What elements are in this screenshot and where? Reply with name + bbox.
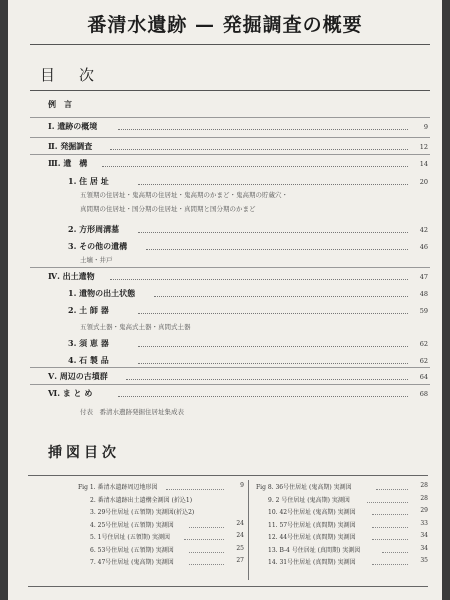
page-title: 番清水遺跡 — 発掘調査の概要 <box>87 14 363 36</box>
figure-entry-label: 6. 53号住居址 (五領期) 実測図 <box>90 546 174 554</box>
figure-leader-dots <box>372 538 408 540</box>
figure-page-number: 34 <box>420 544 428 552</box>
figure-entry-label: Fig 8. 36号住居址 (鬼高期) 実測図 <box>256 484 352 491</box>
figure-entry-label: 14. 31号住居址 (真間期) 実測図 <box>268 559 356 566</box>
figure-leader-dots <box>372 563 408 565</box>
toc-leader-dots <box>118 395 408 397</box>
toc-entry-label: 2. 方形周溝墓 <box>68 224 120 234</box>
toc-leader-dots <box>110 278 408 280</box>
toc-section-rule <box>30 367 430 368</box>
toc-page-number: 64 <box>419 373 428 381</box>
figure-page-number: 34 <box>420 532 428 539</box>
figures-heading: 挿図目次 <box>48 445 120 461</box>
toc-page-number: 68 <box>419 390 428 398</box>
toc-page-number: 48 <box>419 290 428 298</box>
toc-entry-label: Ⅵ. ま と め <box>48 388 93 398</box>
toc-entry-label: Ⅱ. 発掘調査 <box>48 141 93 151</box>
figures-divider <box>248 480 249 580</box>
figure-entry-label: 2. 番清水遺跡出土遺構全測図 (折込1) <box>90 496 193 504</box>
figure-leader-dots <box>382 551 408 553</box>
figure-page-number: 28 <box>420 494 428 502</box>
toc-page-number: 14 <box>419 160 428 168</box>
toc-leader-dots <box>102 165 408 167</box>
toc-entry-label: 1. 遺物の出土状態 <box>68 288 136 298</box>
toc-section-rule <box>30 117 430 118</box>
figure-leader-dots <box>189 526 224 528</box>
toc-leader-dots <box>126 378 408 380</box>
figure-page-number: 24 <box>236 519 244 527</box>
toc-entry-label: 1. 住 居 址 <box>68 176 109 186</box>
figure-entry-label: Fig 1. 番清水遺跡周辺地形図 <box>78 484 158 491</box>
document-page <box>8 0 442 600</box>
toc-rule <box>30 90 430 91</box>
figure-entry-label: 3. 29号住居址 (五領期) 実測図(折込2) <box>90 509 195 516</box>
toc-entry-label: 例 言 <box>48 99 72 109</box>
toc-entry-label: Ⅲ. 遺 構 <box>48 158 88 168</box>
toc-entry-label: 土壙・井戸 <box>80 256 113 264</box>
toc-entry-label: 付表 番清水遺跡発掘住居址集成表 <box>80 408 184 416</box>
figure-page-number: 25 <box>236 544 244 552</box>
toc-entry-label: 3. 須 恵 器 <box>68 338 109 348</box>
figure-entry-label: 12. 44号住居址 (真間期) 実測図 <box>268 534 356 541</box>
figure-page-number: 27 <box>236 557 244 564</box>
title-rule <box>30 44 430 45</box>
toc-section-rule <box>30 384 430 385</box>
figure-page-number: 33 <box>420 519 428 527</box>
toc-page-number: 42 <box>419 226 428 234</box>
figures-box <box>28 475 428 587</box>
figure-entry-label: 4. 25号住居址 (五領期) 実測図 <box>90 521 174 529</box>
toc-heading: 目次 <box>40 66 119 84</box>
toc-entry-label: 4. 石 製 品 <box>68 355 109 365</box>
toc-leader-dots <box>138 362 408 364</box>
figure-leader-dots <box>372 513 408 515</box>
toc-entry-label: Ⅰ. 遺跡の概境 <box>48 121 98 131</box>
figure-leader-dots <box>189 563 224 565</box>
toc-entry-label: 2. 土 師 器 <box>68 305 109 315</box>
figure-leader-dots <box>166 488 224 490</box>
toc-leader-dots <box>154 295 408 297</box>
figure-entry-label: 7. 47号住居址 (鬼高期) 実測図 <box>90 559 174 566</box>
toc-entry-label: 五領式土器・鬼高式土器・真間式土器 <box>80 323 191 331</box>
toc-page-number: 9 <box>423 123 428 131</box>
figure-page-number: 24 <box>236 532 244 539</box>
toc-entry-label: 五領期の住居址・鬼高期の住居址・鬼高期のかまど・鬼高期の貯蔵穴・ <box>80 191 288 199</box>
toc-entry-label: Ⅳ. 出土遺物 <box>48 271 95 281</box>
figure-page-number: 29 <box>420 507 428 514</box>
toc-section-rule <box>30 137 430 138</box>
toc-entry-label: 真間期の住居址・国分期の住居址・真間期と国分期のかまど <box>80 205 256 213</box>
toc-section-rule <box>30 154 430 155</box>
figure-entry-label: 11. 57号住居址 (真間期) 実測図 <box>268 521 356 529</box>
toc-page-number: 12 <box>419 143 428 151</box>
toc-leader-dots <box>110 148 408 150</box>
figure-entry-label: 9. 2 号住居址 (鬼高期) 実測図 <box>268 496 350 504</box>
toc-leader-dots <box>138 312 408 314</box>
figure-entry-label: 5. 1号住居址 (五領期) 実測図 <box>90 534 170 541</box>
toc-page-number: 62 <box>419 357 428 365</box>
figure-page-number: 28 <box>420 482 428 489</box>
figure-entry-label: 10. 42号住居址 (鬼高期) 実測図 <box>268 509 356 516</box>
toc-entry-label: 3. その他の遺構 <box>68 241 128 251</box>
figure-leader-dots <box>189 551 224 553</box>
toc-leader-dots <box>118 128 408 130</box>
figure-page-number: 9 <box>240 482 244 489</box>
figure-leader-dots <box>367 501 408 503</box>
figure-entry-label: 13. B-4 号住居址 (真間期) 実測図 <box>268 546 361 554</box>
toc-leader-dots <box>138 231 408 233</box>
toc-page-number: 46 <box>419 243 428 251</box>
figure-leader-dots <box>184 538 224 540</box>
toc-leader-dots <box>138 183 408 185</box>
toc-page-number: 62 <box>419 340 428 348</box>
toc-leader-dots <box>138 345 408 347</box>
figure-leader-dots <box>372 526 408 528</box>
figure-page-number: 35 <box>420 557 428 564</box>
toc-page-number: 20 <box>419 178 428 186</box>
toc-section-rule <box>30 267 430 268</box>
toc-page-number: 47 <box>419 273 428 281</box>
toc-entry-label: Ⅴ. 周辺の古墳群 <box>48 371 108 381</box>
figure-leader-dots <box>376 488 408 490</box>
toc-leader-dots <box>146 248 408 250</box>
toc-page-number: 59 <box>419 307 428 315</box>
